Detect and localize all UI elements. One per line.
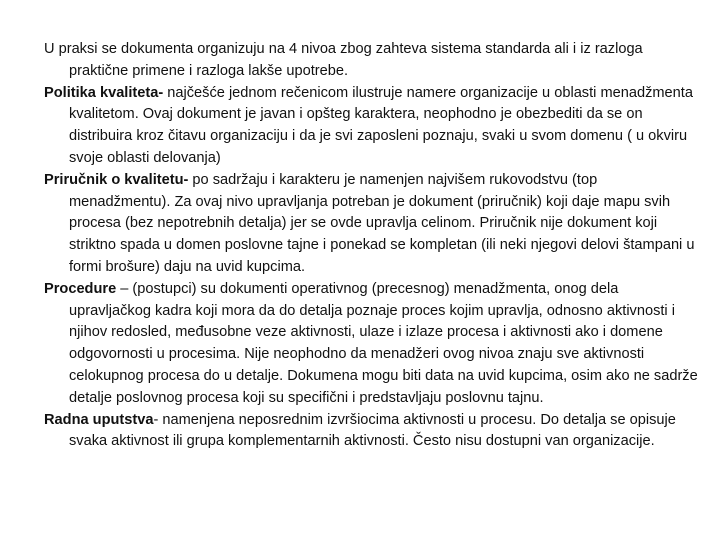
paragraph-text: U praksi se dokumenta organizuju na 4 nivoa zbog zahteva sistema standarda ali i iz razloga praktične primene i razloga lakše upotrebe. <box>44 41 643 79</box>
document-body <box>44 39 698 453</box>
quality-policy-paragraph <box>44 83 698 170</box>
quality-manual-paragraph <box>44 170 698 279</box>
paragraph-text: - namenjena neposrednim izvršiocima aktivnosti u procesu. Do detalja se opisuje svaka aktivnost ili grupa komplementarnih aktivnosti. Često nisu dostupni van organizacije. <box>69 411 676 450</box>
intro-paragraph <box>44 39 698 83</box>
term-quality-manual: Priručnik o kvalitetu- <box>44 171 189 188</box>
paragraph-text: najčešće jednom rečenicom ilustruje namere organizacije u oblasti menadžmenta kvalitetom. Ovaj dokument je javan i opšteg karaktera, neophodno je obezbediti da se on distribuira kroz čitavu organizaciju i da je svi zaposleni poznaju, svaki u svom domenu ( u okviru svoje oblasti delovanja) <box>69 84 693 166</box>
paragraph-text: – (postupci) su dokumenti operativnog (precesnog) menadžmenta, onog dela upravljačkog kadra koji mora da do detalja poznaje proces kojim upravlja, odnosno aktivnosti i njihov redosled, međusobne veze aktivnosti, ulaze i izlaze procesa i aktivnosti ako i domene odgovornosti u procesima. Nije neophodno da menadžeri ovog nivoa znaju sve aktivnosti celokupnog procesa do u detalje. Dokumena mogu biti data na uvid kupcima, osim ako ne sadrže detalje poslovnog procesa koji su specifični i predstavljaju poslovnu tajnu. <box>69 280 698 406</box>
term-procedures: Procedure <box>44 280 117 297</box>
procedures-paragraph <box>44 279 698 410</box>
term-quality-policy: Politika kvaliteta- <box>44 84 164 101</box>
paragraph-text: po sadržaju i karakteru je namenjen najvišem rukovodstvu (top menadžmentu). Za ovaj nivo upravljanja potreban je dokument (priručnik) koji daje mapu svih procesa (bez nepotrebnih detalja) jer se ovde upravlja celinom. Priručnik nije dokument koji striktno spada u domen poslovne tajne i ponekad se kompletan (ili neki njegovi delovi štampani u formi brošure) daju na uvid kupcima. <box>69 171 695 275</box>
work-instructions-paragraph <box>44 410 698 454</box>
term-work-instructions: Radna uputstva <box>44 411 154 428</box>
